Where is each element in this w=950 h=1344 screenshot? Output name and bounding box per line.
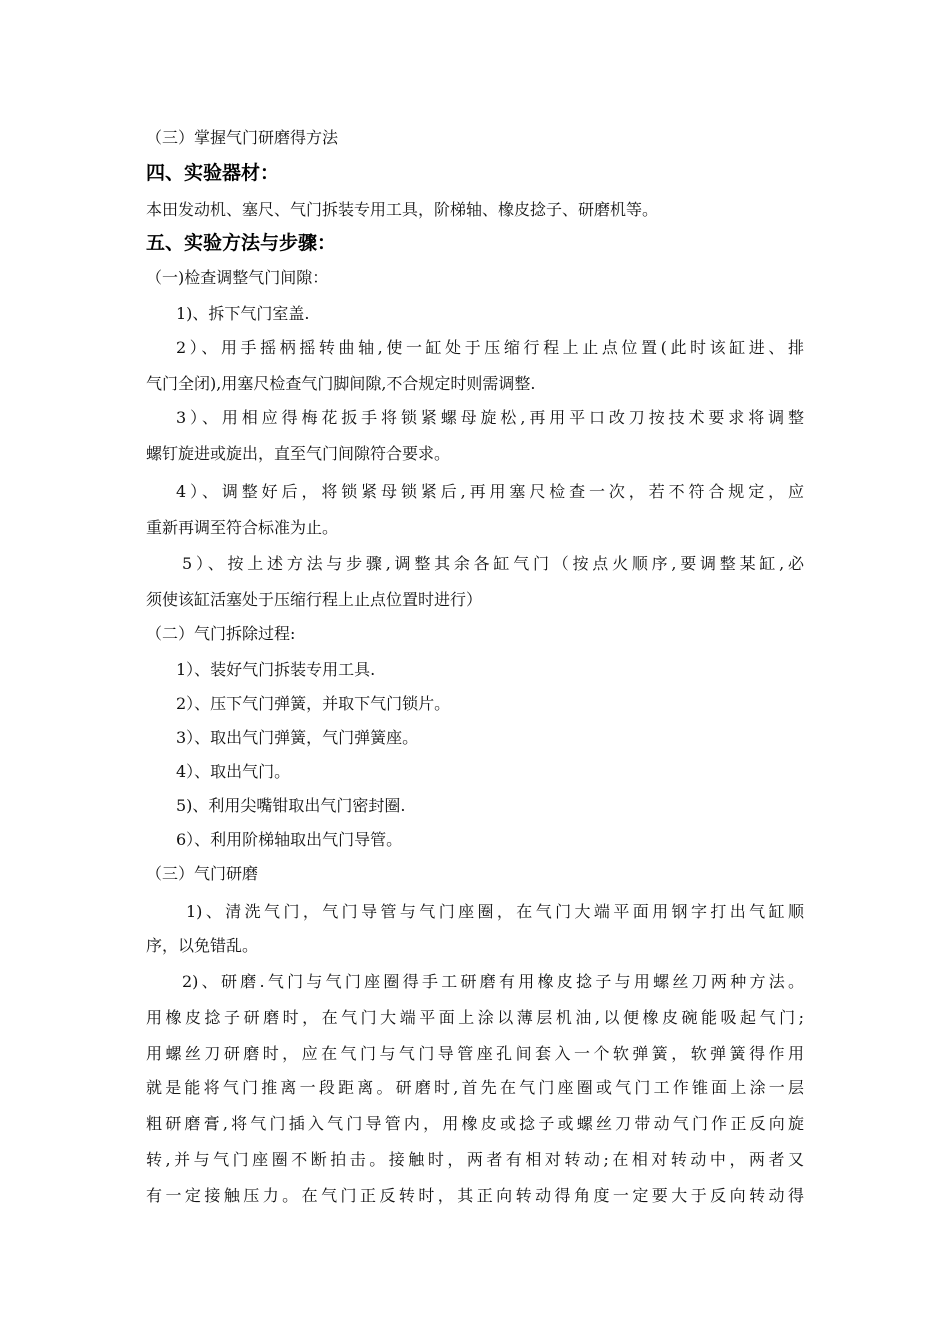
section-heading: 五、实验方法与步骤： bbox=[146, 232, 337, 254]
text-line: 用螺丝刀研磨时，应在气门与气门导管座孔间套入一个软弹簧，软弹簧得作用 bbox=[146, 1044, 804, 1063]
text-line: 气门全闭),用塞尺检查气门脚间隙,不合规定时则需调整. bbox=[146, 374, 536, 393]
subsection-title: （二）气门拆除过程: bbox=[146, 624, 296, 643]
step-line: 2）、压下气门弹簧，并取下气门锁片。 bbox=[176, 694, 451, 713]
step-line: 4）、调整好后，将锁紧母锁紧后,再用塞尺检查一次，若不符合规定，应 bbox=[176, 482, 804, 501]
text-line: 须使该缸活塞处于压缩行程上止点位置时进行） bbox=[146, 590, 483, 609]
step-line: 2)、研磨.气门与气门座圈得手工研磨有用橡皮捻子与用螺丝刀两种方法。 bbox=[182, 972, 804, 991]
text-line: 有一定接触压力。在气门正反转时，其正向转动得角度一定要大于反向转动得 bbox=[146, 1186, 804, 1205]
step-line: 5）、按上述方法与步骤,调整其余各缸气门（按点火顺序,要调整某缸,必 bbox=[182, 554, 804, 573]
step-line: 1）、装好气门拆装专用工具. bbox=[176, 660, 376, 679]
text-line: （三）掌握气门研磨得方法 bbox=[146, 128, 339, 147]
text-line: 本田发动机、塞尺、气门拆装专用工具，阶梯轴、橡皮捻子、研磨机等。 bbox=[146, 200, 659, 219]
step-line: 2）、用手摇柄摇转曲轴,使一缸处于压缩行程上止点位置(此时该缸进、排 bbox=[176, 338, 804, 357]
step-line: 1)、清洗气门，气门导管与气门座圈，在气门大端平面用钢字打出气缸顺 bbox=[186, 902, 804, 921]
step-line: 3）、用相应得梅花扳手将锁紧螺母旋松,再用平口改刀按技术要求将调整 bbox=[176, 408, 804, 427]
section-heading: 四、实验器材： bbox=[146, 162, 280, 184]
step-line: 3）、取出气门弹簧，气门弹簧座。 bbox=[176, 728, 419, 747]
text-line: 转,并与气门座圈不断拍击。接触时，两者有相对转动;在相对转动中，两者又 bbox=[146, 1150, 804, 1169]
text-line: 就是能将气门推离一段距离。研磨时,首先在气门座圈或气门工作锥面上涂一层 bbox=[146, 1078, 804, 1097]
subsection-title: （一)检查调整气门间隙： bbox=[146, 268, 329, 287]
text-line: 粗研磨膏,将气门插入气门导管内，用橡皮或捻子或螺丝刀带动气门作正反向旋 bbox=[146, 1114, 804, 1133]
step-line: 1)、拆下气门室盖. bbox=[176, 304, 310, 323]
text-line: 序，以免错乱。 bbox=[146, 936, 259, 955]
text-line: 螺钉旋进或旋出，直至气门间隙符合要求。 bbox=[146, 444, 451, 463]
step-line: 6）、利用阶梯轴取出气门导管。 bbox=[176, 830, 403, 849]
step-line: 4）、取出气门。 bbox=[176, 762, 291, 781]
text-line: 重新再调至符合标准为止。 bbox=[146, 518, 339, 537]
subsection-title: （三）气门研磨 bbox=[146, 864, 259, 883]
text-line: 用橡皮捻子研磨时，在气门大端平面上涂以薄层机油,以便橡皮碗能吸起气门; bbox=[146, 1008, 804, 1027]
step-line: 5)、利用尖嘴钳取出气门密封圈. bbox=[176, 796, 406, 815]
